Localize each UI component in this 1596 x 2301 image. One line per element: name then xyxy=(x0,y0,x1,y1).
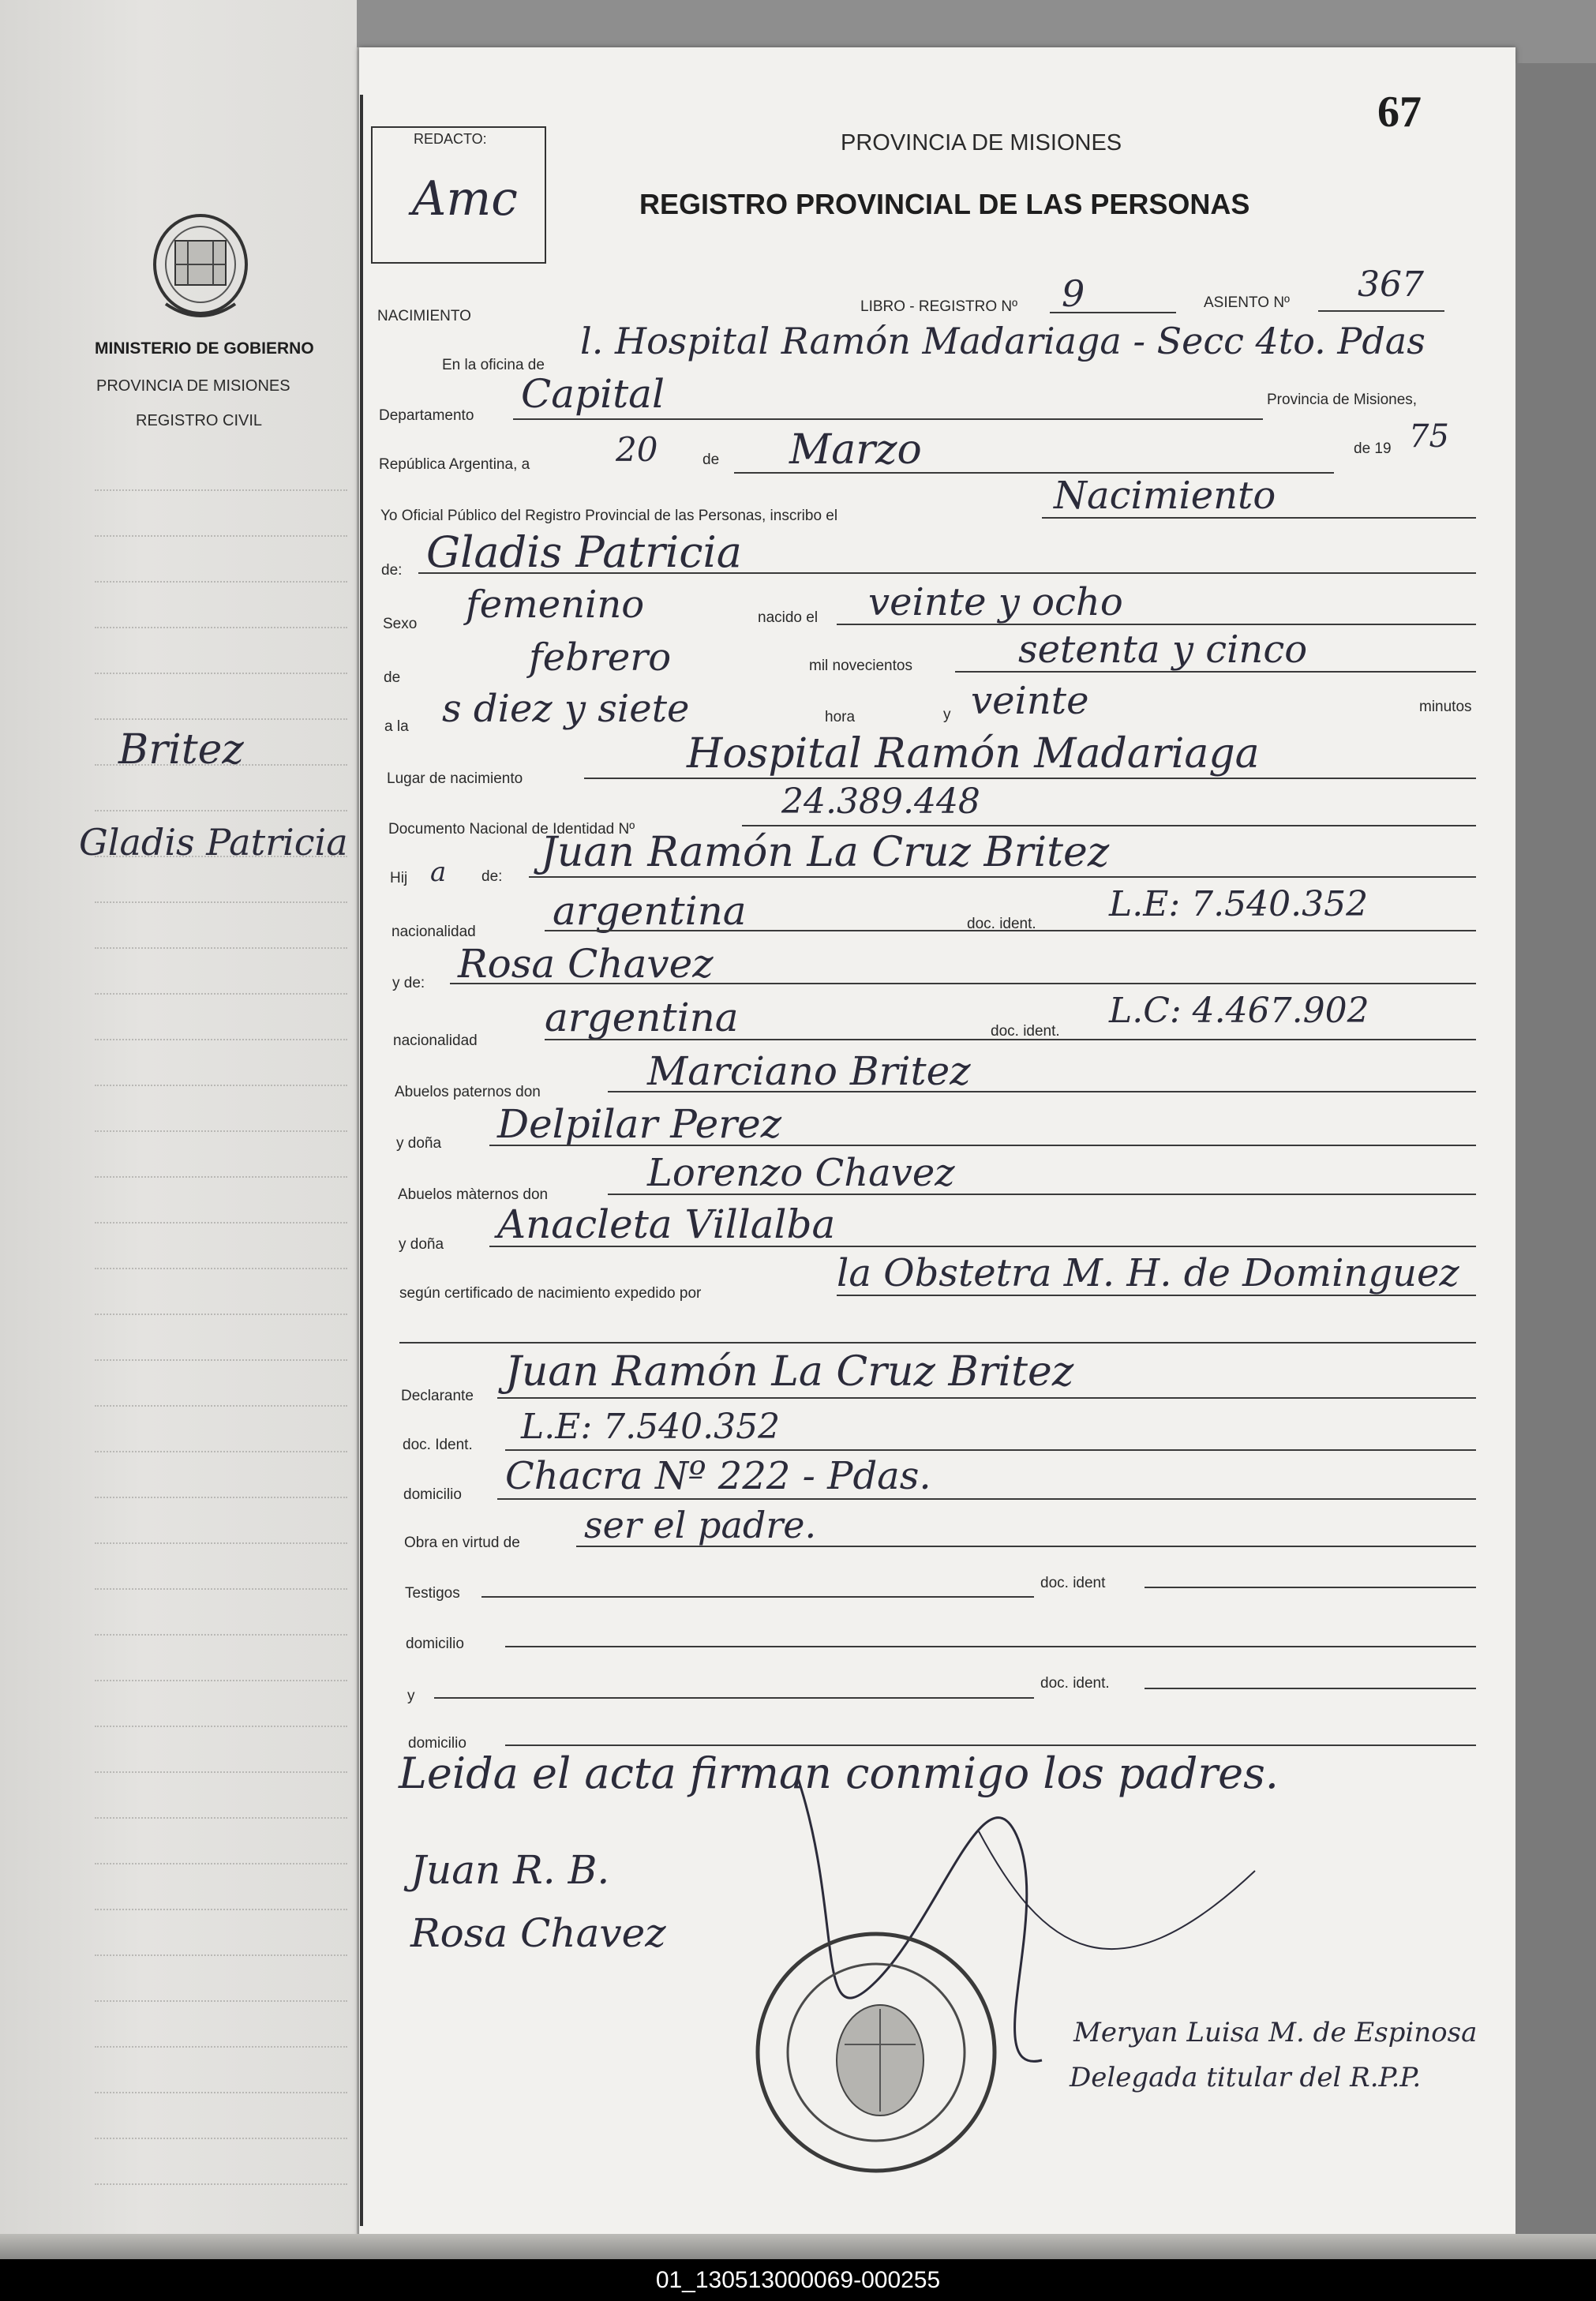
underline xyxy=(608,1194,1476,1195)
field-obra: ser el padre. xyxy=(584,1504,817,1546)
underline xyxy=(418,572,1476,574)
label-republica: República Argentina, a xyxy=(379,456,530,473)
field-nac-padre: argentina xyxy=(553,888,747,934)
field-declarante: Juan Ramón La Cruz Britez xyxy=(505,1348,1074,1396)
label-asiento: ASIENTO Nº xyxy=(1204,294,1290,311)
label-hij-de: de: xyxy=(481,868,503,885)
label-abuelos-maternos: Abuelos màternos don xyxy=(398,1186,549,1203)
ruled-line xyxy=(95,1176,347,1178)
field-abuelo-pat: Marciano Britez xyxy=(647,1048,971,1094)
ruled-line xyxy=(95,1680,347,1681)
underline xyxy=(489,1246,1476,1247)
margin-surname: Britez xyxy=(118,726,244,774)
field-sexo: femenino xyxy=(466,583,645,627)
field-mes-nac: febrero xyxy=(529,635,672,680)
footer-id: 01_130513000069-000255 xyxy=(0,2259,1596,2301)
field-domicilio: Chacra Nº 222 - Pdas. xyxy=(505,1454,931,1498)
label-testigos: Testigos xyxy=(405,1585,460,1602)
ruled-line xyxy=(95,1268,347,1269)
label-doc-padre: doc. ident. xyxy=(967,916,1036,932)
label-y-dona-pat: y doña xyxy=(396,1135,442,1152)
label-mil-novecientos: mil novecientos xyxy=(809,658,912,674)
label-de-anio: de 19 xyxy=(1354,440,1392,457)
ruled-line xyxy=(95,1542,347,1544)
field-abuelo-mat: Lorenzo Chavez xyxy=(647,1151,955,1195)
label-departamento: Departamento xyxy=(379,407,474,424)
underline xyxy=(513,418,1263,420)
ruled-line xyxy=(95,1085,347,1086)
right-edge xyxy=(1515,63,1596,2259)
registry-label: REGISTRO CIVIL xyxy=(136,412,263,429)
ruled-line xyxy=(95,2046,347,2048)
field-dia: 20 xyxy=(616,430,658,469)
field-nac-madre: argentina xyxy=(545,995,739,1040)
ruled-line xyxy=(95,1817,347,1819)
field-mes: Marzo xyxy=(789,426,922,474)
ruled-line xyxy=(95,2000,347,2002)
ruled-line xyxy=(95,1039,347,1040)
ruled-line xyxy=(95,1588,347,1590)
underline xyxy=(742,825,1476,826)
underline xyxy=(497,1498,1476,1500)
ruled-line xyxy=(95,535,347,537)
field-dni: 24.389.448 xyxy=(781,781,980,822)
ruled-line xyxy=(95,856,347,857)
father-signature: Juan R. B. xyxy=(410,1847,610,1893)
label-doc-declarante: doc. Ident. xyxy=(403,1437,473,1453)
field-lugar: Hospital Ramón Madariaga xyxy=(687,730,1260,778)
field-minutos: veinte xyxy=(971,679,1089,723)
underline xyxy=(505,1646,1476,1647)
field-anio-nac: setenta y cinco xyxy=(1018,628,1308,672)
label-oficina: En la oficina de xyxy=(442,357,545,373)
label-doc-testigo2: doc. ident. xyxy=(1040,1675,1110,1692)
label-doc-testigo: doc. ident xyxy=(1040,1575,1106,1591)
label-sexo: Sexo xyxy=(383,616,418,632)
ruled-line xyxy=(95,1130,347,1132)
label-hora: hora xyxy=(825,709,856,725)
underline xyxy=(1145,1688,1476,1689)
page-title: REGISTRO PROVINCIAL DE LAS PERSONAS xyxy=(639,188,1250,220)
ruled-line xyxy=(95,1954,347,1956)
underline xyxy=(837,624,1476,625)
label-a-la: a la xyxy=(384,718,409,735)
field-doc-madre: L.C: 4.467.902 xyxy=(1109,991,1369,1031)
label-minutos: minutos xyxy=(1419,699,1472,715)
underline xyxy=(481,1596,1034,1598)
underline xyxy=(489,1145,1476,1146)
label-de-nombre: de: xyxy=(381,562,403,579)
field-hora: s diez y siete xyxy=(442,687,690,731)
redacto-box xyxy=(371,126,546,264)
underline xyxy=(505,1449,1476,1451)
official-title: Delegada titular del R.P.P. xyxy=(1070,2062,1422,2093)
ruled-line xyxy=(95,1405,347,1407)
province-label: PROVINCIA DE MISIONES xyxy=(96,377,290,395)
field-madre: Rosa Chavez xyxy=(458,941,714,987)
label-de-mes: de xyxy=(702,452,720,468)
ruled-line xyxy=(95,1634,347,1636)
label-domicilio-testigo: domicilio xyxy=(406,1636,464,1652)
field-nombre: Gladis Patricia xyxy=(426,527,742,577)
ruled-line xyxy=(95,1497,347,1498)
ruled-line xyxy=(95,810,347,811)
official-seal-icon xyxy=(750,1926,1002,2179)
label-y-de: y de: xyxy=(392,975,425,991)
ruled-line xyxy=(95,993,347,995)
margin-rule xyxy=(360,95,363,2226)
underline xyxy=(545,930,1476,931)
header-province: PROVINCIA DE MISIONES xyxy=(841,130,1122,156)
field-hij-suffix: a xyxy=(430,856,447,888)
page-number: 67 xyxy=(1377,88,1422,137)
label-nacionalidad-madre: nacionalidad xyxy=(393,1032,478,1049)
field-departamento: Capital xyxy=(521,371,665,417)
label-y-testigo: y xyxy=(407,1688,415,1704)
ruled-line xyxy=(95,1359,347,1361)
label-segun: según certificado de nacimiento expedido por xyxy=(399,1285,702,1302)
underline xyxy=(497,1397,1476,1399)
left-binding-page xyxy=(0,0,357,2259)
underline xyxy=(608,1091,1476,1092)
underline xyxy=(529,876,1476,878)
field-asiento: 367 xyxy=(1358,264,1424,305)
ruled-line xyxy=(95,581,347,583)
underline xyxy=(1050,312,1176,313)
field-doc-padre: L.E: 7.540.352 xyxy=(1109,884,1369,924)
ruled-line xyxy=(95,947,347,949)
field-padre: Juan Ramón La Cruz Britez xyxy=(541,829,1110,876)
ruled-line xyxy=(95,1863,347,1864)
ruled-line xyxy=(95,764,347,766)
label-domicilio: domicilio xyxy=(403,1486,462,1503)
ruled-line xyxy=(95,1314,347,1315)
closing-statement: Leida el acta firman conmigo los padres. xyxy=(399,1748,1279,1798)
redacto-signature: Amc xyxy=(412,171,518,227)
underline xyxy=(576,1546,1476,1547)
label-libro: LIBRO - REGISTRO Nº xyxy=(860,298,1018,315)
ruled-line xyxy=(95,1451,347,1452)
label-doc-madre: doc. ident. xyxy=(991,1023,1060,1040)
ministry-label: MINISTERIO DE GOBIERNO xyxy=(95,339,314,358)
ruled-line xyxy=(95,718,347,720)
ruled-line xyxy=(95,2183,347,2185)
redacto-label: REDACTO: xyxy=(414,131,487,147)
ruled-line xyxy=(95,489,347,491)
underline xyxy=(1145,1587,1476,1588)
ruled-line xyxy=(95,2138,347,2139)
underline xyxy=(1042,517,1476,519)
coat-of-arms-icon xyxy=(142,209,259,328)
ruled-line xyxy=(95,2092,347,2093)
underline xyxy=(955,671,1476,673)
field-doc-declarante: L.E: 7.540.352 xyxy=(521,1407,781,1447)
label-abuelos-paternos: Abuelos paternos don xyxy=(395,1084,541,1100)
bottom-edge xyxy=(0,2234,1596,2259)
field-anio: 75 xyxy=(1409,418,1449,455)
label-dni: Documento Nacional de Identidad Nº xyxy=(388,821,635,838)
label-declarante: Declarante xyxy=(401,1388,474,1404)
label-hij: Hij xyxy=(390,870,408,886)
underline xyxy=(450,983,1476,984)
underline xyxy=(837,1295,1476,1296)
underline xyxy=(584,778,1476,779)
field-inscribo: Nacimiento xyxy=(1054,474,1276,518)
field-oficina: l. Hospital Ramón Madariaga - Secc 4to. Pdas xyxy=(580,320,1426,362)
label-nacimiento: NACIMIENTO xyxy=(377,308,471,324)
ruled-line xyxy=(95,673,347,674)
label-de-mes-nac: de xyxy=(384,669,401,686)
ruled-line xyxy=(95,1222,347,1224)
field-libro: 9 xyxy=(1062,272,1085,315)
field-certificado: la Obstetra M. H. de Dominguez xyxy=(837,1251,1459,1295)
ruled-line xyxy=(95,627,347,628)
label-y-dona-mat: y doña xyxy=(399,1236,444,1253)
label-obra: Obra en virtud de xyxy=(404,1535,520,1551)
official-name: Meryan Luisa M. de Espinosa xyxy=(1073,2017,1478,2048)
underline xyxy=(545,1039,1476,1040)
margin-given-name: Gladis Patricia xyxy=(79,821,348,864)
label-yo-oficial: Yo Oficial Público del Registro Provincial de las Personas, inscribo el xyxy=(380,508,838,524)
separator-line xyxy=(399,1342,1476,1343)
ruled-line xyxy=(95,901,347,903)
label-nacido: nacido el xyxy=(758,609,819,626)
ruled-line xyxy=(95,1771,347,1773)
label-lugar: Lugar de nacimiento xyxy=(387,770,523,787)
field-abuela-pat: Delpilar Perez xyxy=(497,1101,782,1147)
label-y: y xyxy=(943,706,951,723)
ruled-line xyxy=(95,1726,347,1727)
underline xyxy=(1318,310,1444,312)
ruled-line xyxy=(95,1909,347,1910)
mother-signature: Rosa Chavez xyxy=(410,1910,666,1956)
underline xyxy=(434,1697,1034,1699)
label-nacionalidad-padre: nacionalidad xyxy=(392,924,476,940)
field-nacido: veinte y ocho xyxy=(868,580,1123,624)
field-abuela-mat: Anacleta Villalba xyxy=(497,1201,836,1247)
label-domicilio-testigo2: domicilio xyxy=(408,1735,466,1752)
label-provincia: Provincia de Misiones, xyxy=(1267,392,1418,408)
